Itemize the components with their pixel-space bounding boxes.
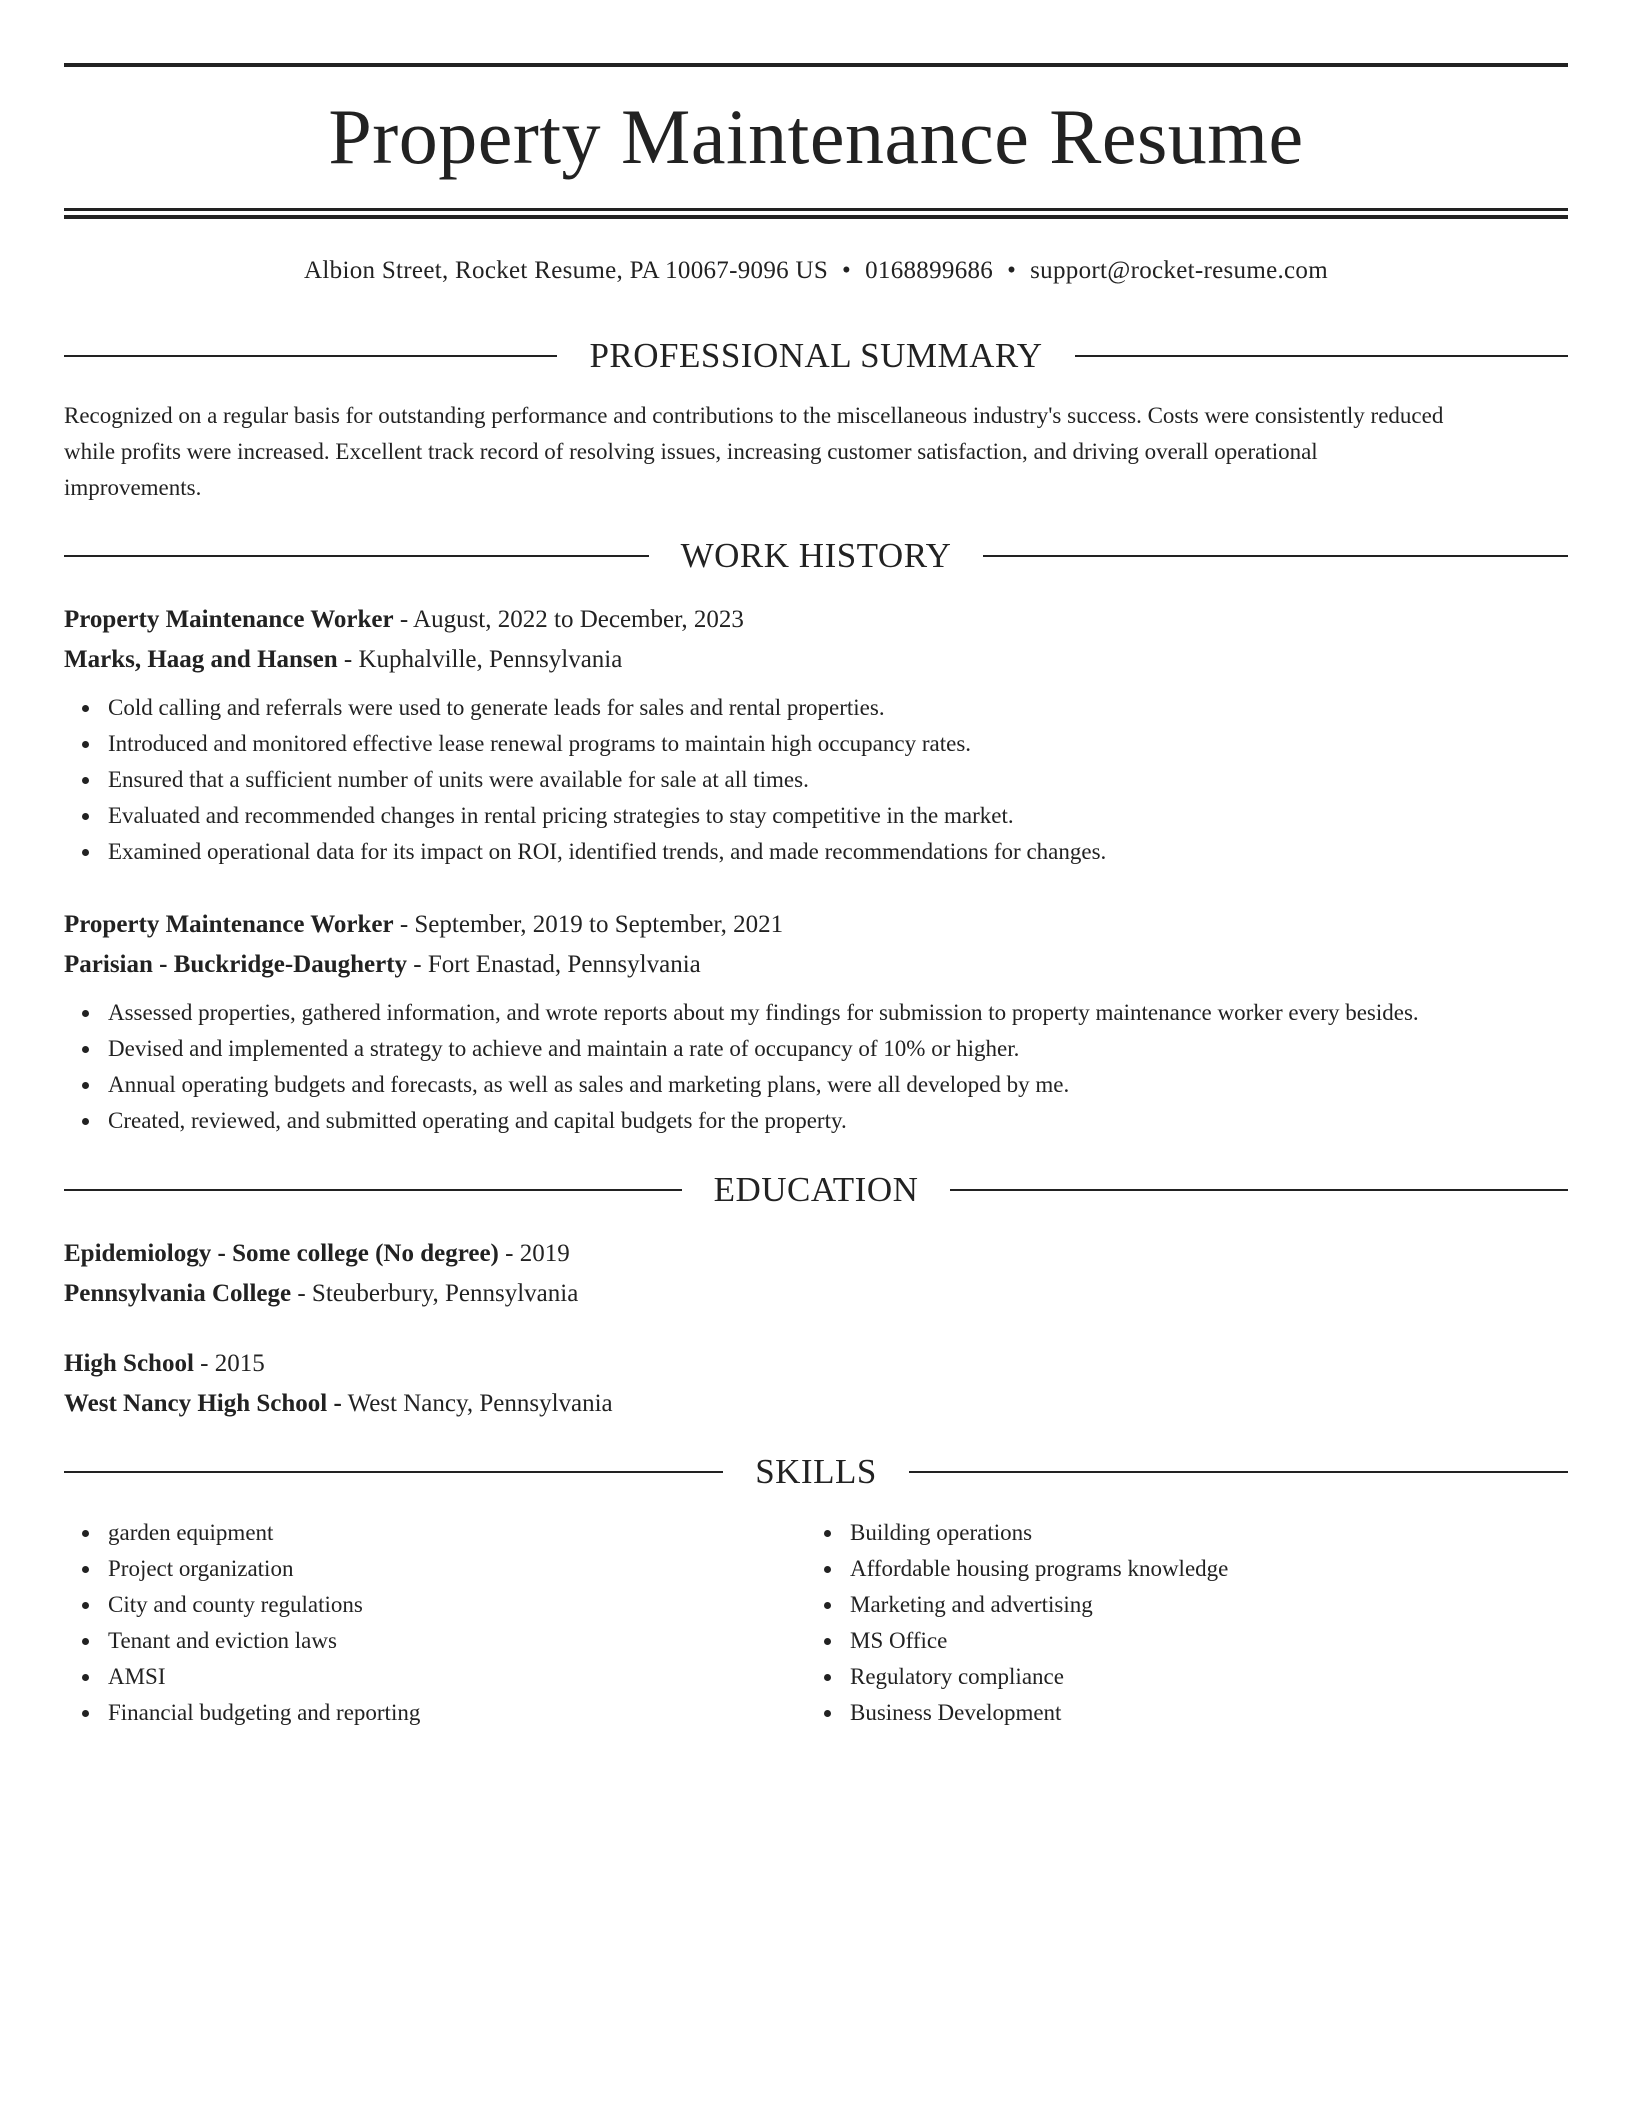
job-dates: - August, 2022 to December, 2023 bbox=[393, 606, 744, 633]
summary-line: Recognized on a regular basis for outstanding performance and contributions to the miscellaneous industry's success. Costs were consistently reduced bbox=[64, 403, 1444, 428]
contact-address: Albion Street, Rocket Resume, PA 10067-9096 US bbox=[304, 257, 829, 284]
skills-right bbox=[806, 1515, 1548, 1731]
job-title-line bbox=[64, 905, 1568, 945]
skills-left bbox=[64, 1515, 806, 1731]
list-item: Evaluated and recommended changes in rental pricing strategies to stay competitive in the market. bbox=[64, 798, 1568, 834]
skill-item: City and county regulations bbox=[64, 1587, 806, 1623]
skill-item: MS Office bbox=[806, 1623, 1548, 1659]
job-company: Parisian - Buckridge-Daugherty bbox=[64, 951, 408, 978]
divider bbox=[64, 1189, 682, 1191]
list-item: Examined operational data for its impact on ROI, identified trends, and made recommendations for changes. bbox=[64, 834, 1568, 870]
divider bbox=[909, 1471, 1568, 1473]
contact-separator: • bbox=[842, 257, 852, 284]
section-header-skills bbox=[64, 1452, 1568, 1492]
school-line bbox=[64, 1384, 1568, 1424]
section-header-work bbox=[64, 536, 1568, 576]
school-location: West Nancy, Pennsylvania bbox=[341, 1390, 613, 1417]
section-title: WORK HISTORY bbox=[680, 536, 952, 575]
section-title: SKILLS bbox=[755, 1452, 877, 1491]
school-location: - Steuberbury, Pennsylvania bbox=[291, 1280, 579, 1307]
skill-item: Project organization bbox=[64, 1551, 806, 1587]
title-underline-thick bbox=[64, 215, 1568, 219]
summary-line: improvements. bbox=[64, 475, 202, 500]
degree-line bbox=[64, 1344, 1568, 1384]
degree-year: - 2015 bbox=[193, 1350, 265, 1377]
skill-item: Building operations bbox=[806, 1515, 1548, 1551]
job-duties bbox=[64, 995, 1568, 1139]
skills-list bbox=[64, 1515, 1568, 1731]
skill-item: Marketing and advertising bbox=[806, 1587, 1548, 1623]
contact-email[interactable]: support@rocket-resume.com bbox=[1030, 257, 1328, 284]
divider bbox=[950, 1189, 1568, 1191]
school: Pennsylvania College bbox=[64, 1280, 292, 1307]
job-dates: - September, 2019 to September, 2021 bbox=[393, 911, 784, 938]
summary-line: while profits were increased. Excellent track record of resolving issues, increasing customer satisfaction, and driving overall operational bbox=[64, 439, 1318, 464]
title-underline bbox=[64, 208, 1568, 211]
divider bbox=[1075, 355, 1568, 357]
degree: Epidemiology - Some college (No degree) bbox=[64, 1240, 499, 1267]
skill-item: Tenant and eviction laws bbox=[64, 1623, 806, 1659]
skill-item: garden equipment bbox=[64, 1515, 806, 1551]
skills-column-right bbox=[806, 1515, 1548, 1731]
education-entry bbox=[64, 1344, 1568, 1424]
job-title: Property Maintenance Worker bbox=[64, 606, 394, 633]
skill-item: Regulatory compliance bbox=[806, 1659, 1548, 1695]
skill-item: AMSI bbox=[64, 1659, 806, 1695]
job-company: Marks, Haag and Hansen bbox=[64, 646, 338, 673]
list-item: Assessed properties, gathered information, and wrote reports about my findings for submission to property maintenance worker every besides. bbox=[64, 995, 1568, 1031]
skills-column-left bbox=[64, 1515, 806, 1731]
degree: High School bbox=[64, 1350, 194, 1377]
divider bbox=[983, 555, 1568, 557]
summary-text bbox=[64, 398, 1568, 506]
degree-line bbox=[64, 1234, 1568, 1274]
contact-info bbox=[64, 254, 1568, 288]
job-company-line bbox=[64, 640, 1568, 680]
section-title: PROFESSIONAL SUMMARY bbox=[589, 336, 1043, 375]
page-title: Property Maintenance Resume bbox=[328, 93, 1304, 180]
skill-item: Financial budgeting and reporting bbox=[64, 1695, 806, 1731]
job-company-line bbox=[64, 945, 1568, 985]
degree-year: - 2019 bbox=[498, 1240, 570, 1267]
contact-phone: 0168899686 bbox=[865, 257, 994, 284]
list-item: Devised and implemented a strategy to achieve and maintain a rate of occupancy of 10% or higher. bbox=[64, 1031, 1568, 1067]
skill-item: Affordable housing programs knowledge bbox=[806, 1551, 1548, 1587]
divider bbox=[64, 355, 557, 357]
job-title: Property Maintenance Worker bbox=[64, 911, 394, 938]
list-item: Ensured that a sufficient number of units were available for sale at all times. bbox=[64, 762, 1568, 798]
list-item: Cold calling and referrals were used to generate leads for sales and rental properties. bbox=[64, 690, 1568, 726]
job-location: - Kuphalville, Pennsylvania bbox=[337, 646, 623, 673]
job-title-line bbox=[64, 600, 1568, 640]
section-header-education bbox=[64, 1170, 1568, 1210]
section-title: EDUCATION bbox=[713, 1170, 919, 1209]
divider bbox=[64, 1471, 723, 1473]
list-item: Created, reviewed, and submitted operating and capital budgets for the property. bbox=[64, 1103, 1568, 1139]
school: West Nancy High School - bbox=[64, 1390, 342, 1417]
job-duties bbox=[64, 690, 1568, 870]
job-location: - Fort Enastad, Pennsylvania bbox=[407, 951, 701, 978]
contact-separator: • bbox=[1007, 257, 1017, 284]
job-entry bbox=[64, 905, 1568, 1139]
list-item: Annual operating budgets and forecasts, as well as sales and marketing plans, were all developed by me. bbox=[64, 1067, 1568, 1103]
top-rule bbox=[64, 63, 1568, 67]
section-header-summary bbox=[64, 336, 1568, 376]
school-line bbox=[64, 1274, 1568, 1314]
divider bbox=[64, 555, 649, 557]
education-entry bbox=[64, 1234, 1568, 1314]
skill-item: Business Development bbox=[806, 1695, 1548, 1731]
list-item: Introduced and monitored effective lease renewal programs to maintain high occupancy rates. bbox=[64, 726, 1568, 762]
job-entry bbox=[64, 600, 1568, 870]
